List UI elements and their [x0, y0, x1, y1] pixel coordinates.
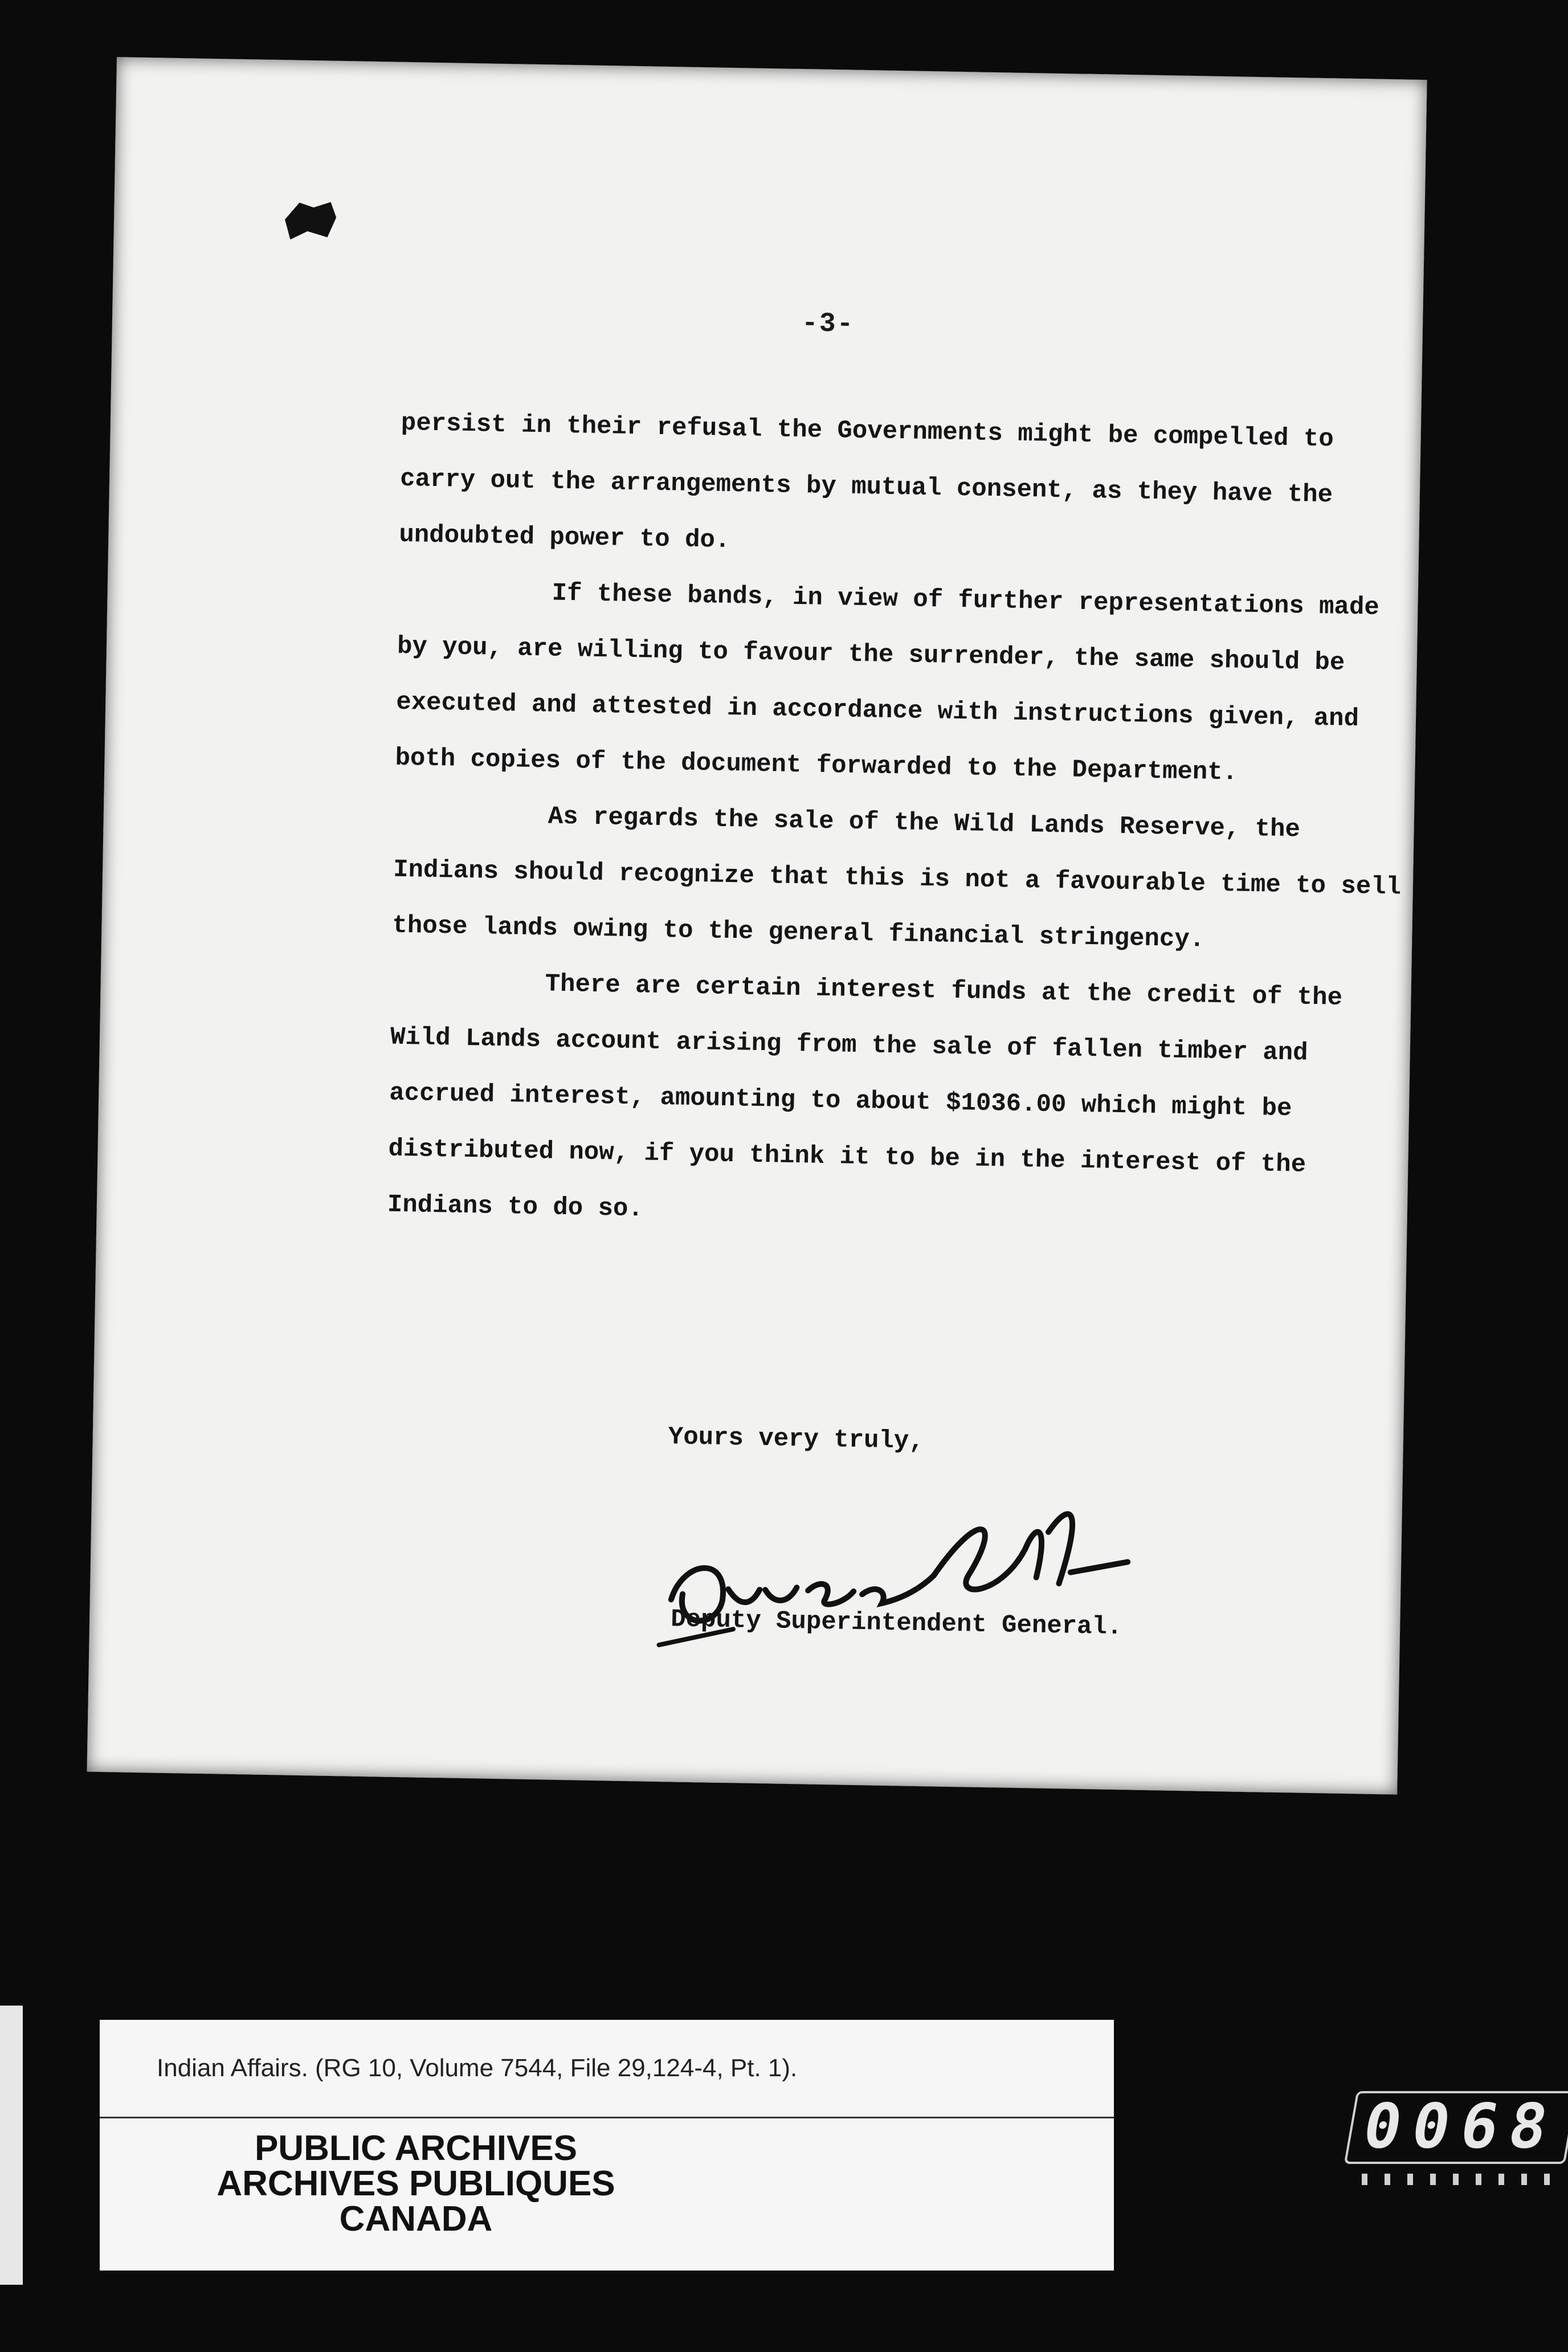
- ink-blot-icon: [279, 197, 342, 243]
- closing: Yours very truly,: [668, 1423, 925, 1456]
- paragraph-3: As regards the sale of the Wild Lands Reserve, the Indians should recognize that this is not a favourable time to sell those lands owing to the general financial stringency.: [392, 802, 1416, 954]
- paragraph-4: There are certain interest funds at the credit of the Wild Lands account arising from the sale of fallen timber and accrued interest, amounting to about $1036.00 which might be distributed now, if you think it to be in the interest of the Indians to do so.: [387, 970, 1358, 1224]
- archive-country: CANADA: [339, 2199, 493, 2239]
- paragraph-1: persist in their refusal the Governments might be compelled to carry out the arrangements by mutual consent, as they have the undoubted power to do.: [399, 409, 1349, 555]
- archive-name-french: ARCHIVES PUBLIQUES: [217, 2164, 615, 2203]
- paragraph-2: If these bands, in view of further representations made by you, are willing to favour the surrender, the same should be executed and attested in accordance with instructions given, and both copies of the document forwarded to the Department.: [395, 579, 1395, 787]
- frame-number: 0068: [1344, 2091, 1568, 2164]
- letter-page: [87, 57, 1427, 1795]
- archive-reference: Indian Affairs. (RG 10, Volume 7544, File 29,124-4, Pt. 1).: [157, 2054, 798, 2082]
- signatory-title: Deputy Superintendent General.: [670, 1605, 1122, 1642]
- page-number: -3-: [801, 308, 855, 340]
- letter-body: [387, 395, 1415, 1251]
- frame-counter-ticks: [1362, 2174, 1567, 2185]
- archive-name-english: PUBLIC ARCHIVES: [254, 2129, 578, 2168]
- divider: [100, 2117, 1114, 2118]
